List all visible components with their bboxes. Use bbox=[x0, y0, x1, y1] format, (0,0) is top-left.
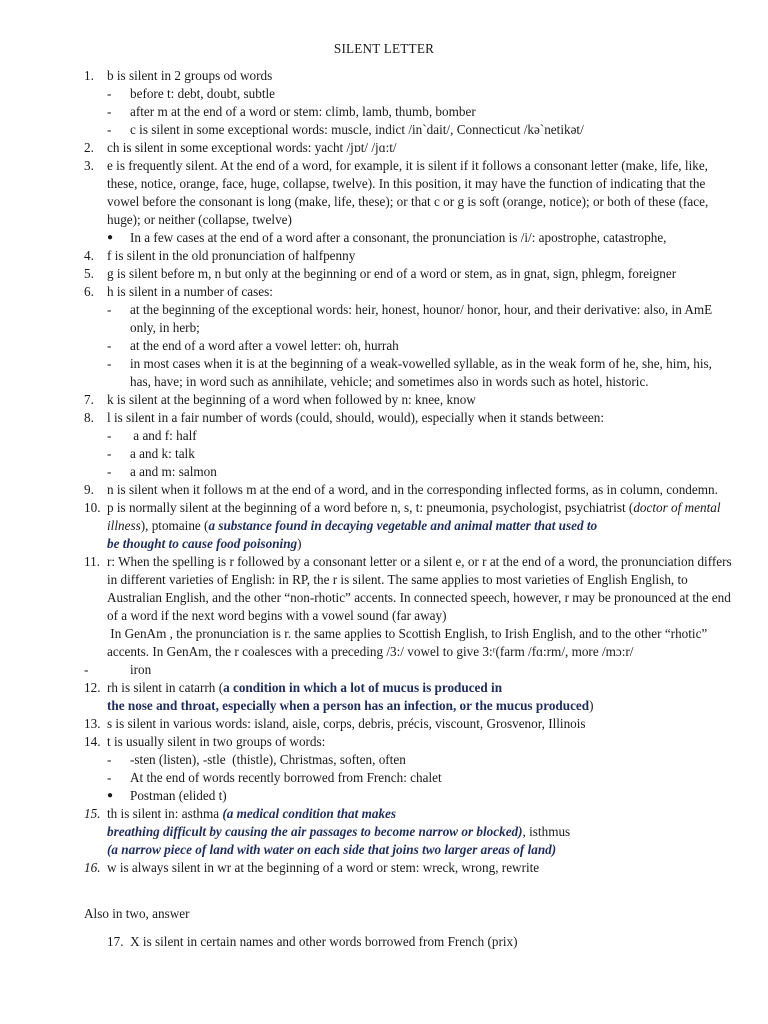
also-note: Also in two, answer bbox=[84, 906, 190, 921]
definition-bold-italic: (a medical condition that makes bbox=[222, 806, 397, 821]
definition-bold-italic: a substance found in decaying vegetable and animal matter that used to bbox=[208, 518, 598, 533]
item-text: ) bbox=[589, 698, 594, 713]
item-text: s is silent in various words: island, aisle, corps, debris, précis, viscount, Grosvenor, Illinois bbox=[107, 716, 586, 731]
definition-bold-italic: (a narrow piece of land with water on each side that joins two larger areas of land) bbox=[107, 842, 557, 857]
item-text: p is normally silent at the beginning of a word before n, s, t: pneumonia, psychologist, psychiatrist ( bbox=[107, 500, 634, 515]
list-item-3 bbox=[84, 157, 732, 229]
item-text: l is silent in a fair number of words (could, should, would), especially when it stands between: bbox=[107, 410, 604, 425]
continuation-paragraph: In GenAm , the pronunciation is r. the same applies to Scottish English, to Irish English, and to the other “rhotic” accents. In GenAm, the r coalesces with a preceding /3:/ vowel to give 3:ʳ(farm /fɑ:rm/, more /mɔ:r/ bbox=[107, 626, 711, 659]
sub-item: - c is silent in some exceptional words: muscle, indict /in`dait/, Connecticut /kə`netikət/ bbox=[107, 122, 584, 137]
item-number: 8. bbox=[84, 410, 94, 425]
list-item-12 bbox=[84, 679, 732, 715]
bullet-item bbox=[84, 787, 732, 805]
item-text: w is always silent in wr at the beginning of a word or stem: wreck, wrong, rewrite bbox=[107, 860, 540, 875]
list-item-2 bbox=[84, 139, 732, 157]
sub-item-text: a and f: half bbox=[130, 428, 197, 443]
definition-italic: doctor of mental illness bbox=[107, 500, 721, 533]
sub-item-text: after m at the end of a word or stem: climb, lamb, thumb, bomber bbox=[130, 104, 476, 119]
item-text: r: When the spelling is r followed by a consonant letter or a silent e, or r at the end of a word, the pronunciation differs in different varieties of English: in RP, the r is silent. The same applies to most varieties of English English, to Australian English, and the other “non-rhotic” accents. In connected speech, however, r may be pronounced at the end of a word if the next word begins with a vowel sound (far away) bbox=[107, 554, 732, 623]
bullet-text: In a few cases at the end of a word after a consonant, the pronunciation is /i/: apostrophe, catastrophe, bbox=[130, 230, 667, 245]
item-number: 10. bbox=[84, 500, 101, 515]
definition-bold-italic: be thought to cause food poisoning bbox=[107, 536, 298, 551]
sub-item: - after m at the end of a word or stem: climb, lamb, thumb, bomber bbox=[107, 104, 476, 119]
list-item-7 bbox=[84, 391, 732, 409]
item-text: k is silent at the beginning of a word when followed by n: knee, know bbox=[107, 392, 476, 407]
item-number: 14. bbox=[84, 734, 101, 749]
sub-item: - at the beginning of the exceptional words: heir, honest, hounor/ honor, hour, and their derivative: also, in AmE only, in herb; bbox=[107, 302, 713, 335]
sub-item-text: At the end of words recently borrowed from French: chalet bbox=[130, 770, 442, 785]
list-item-13 bbox=[84, 715, 732, 733]
bullet-icon: ● bbox=[107, 790, 114, 801]
sub-item: - a and f: half bbox=[107, 428, 197, 443]
item-text: b is silent in 2 groups od words bbox=[107, 68, 273, 83]
sub-item: - a and k: talk bbox=[107, 446, 195, 461]
sub-item-text: at the end of a word after a vowel letter: oh, hurrah bbox=[130, 338, 399, 353]
sub-item-text: iron bbox=[130, 662, 152, 677]
item-number: 1. bbox=[84, 68, 94, 83]
page-title: SILENT LETTER bbox=[333, 41, 435, 56]
item-text: ), ptomaine ( bbox=[140, 518, 209, 533]
item-text: ch is silent in some exceptional words: yacht /jɒt/ /jɑ:t/ bbox=[107, 140, 397, 155]
sub-item-text: at the beginning of the exceptional words: heir, honest, hounor/ honor, hour, and their derivative: also, in AmE only, in herb; bbox=[130, 302, 713, 335]
item-number: 12. bbox=[84, 680, 101, 695]
list-item-4 bbox=[84, 247, 732, 265]
item-text: th is silent in: asthma bbox=[107, 806, 223, 821]
item-number: 2. bbox=[84, 140, 94, 155]
item-number: 6. bbox=[84, 284, 94, 299]
list-item-10 bbox=[84, 499, 732, 553]
sub-item: - before t: debt, doubt, subtle bbox=[107, 86, 276, 101]
item-text: n is silent when it follows m at the end of a word, and in the corresponding inflected forms, as in column, condemn. bbox=[107, 482, 718, 497]
item-number: 9. bbox=[84, 482, 94, 497]
item-text: f is silent in the old pronunciation of halfpenny bbox=[107, 248, 356, 263]
sub-item: - a and m: salmon bbox=[107, 464, 217, 479]
bullet-icon: ● bbox=[107, 232, 114, 243]
definition-bold: the nose and throat, especially when a person has an infection, or the mucus produced bbox=[107, 698, 590, 713]
silent-letter-list bbox=[84, 67, 732, 877]
sub-item-text: in most cases when it is at the beginning of a weak-vowelled syllable, as in the weak form of he, she, him, his, has, have; in word such as annihilate, vehicle; and sometimes also in words such as hotel, historic. bbox=[130, 356, 712, 389]
list-item-1 bbox=[84, 67, 732, 85]
sub-item: - -sten (listen), -stle (thistle), Christmas, soften, often bbox=[107, 752, 406, 767]
list-item-14 bbox=[84, 733, 732, 751]
item-number: 11. bbox=[84, 554, 100, 569]
sub-item: - at the end of a word after a vowel letter: oh, hurrah bbox=[107, 338, 399, 353]
item-number: 16. bbox=[84, 860, 101, 875]
bullet-item bbox=[84, 229, 732, 247]
sub-item-text: -sten (listen), -stle (thistle), Christmas, soften, often bbox=[130, 752, 406, 767]
sub-item: - in most cases when it is at the beginning of a weak-vowelled syllable, as in the weak form of he, she, him, his, has, have; in word such as annihilate, vehicle; and sometimes also in words such as hotel, historic. bbox=[107, 356, 712, 389]
list-item-5 bbox=[84, 265, 732, 283]
list-item-9 bbox=[84, 481, 732, 499]
list-item-11 bbox=[84, 553, 732, 625]
item-text: rh is silent in catarrh ( bbox=[107, 680, 224, 695]
item-text: t is usually silent in two groups of words: bbox=[107, 734, 326, 749]
list-item-15 bbox=[84, 805, 732, 859]
list-item-8 bbox=[84, 409, 732, 427]
item-number: 13. bbox=[84, 716, 101, 731]
item-text: , isthmus bbox=[522, 824, 571, 839]
sub-item: - iron bbox=[84, 662, 152, 677]
sub-item-text: before t: debt, doubt, subtle bbox=[130, 86, 276, 101]
sub-item-text: a and m: salmon bbox=[130, 464, 217, 479]
sub-item: - At the end of words recently borrowed from French: chalet bbox=[107, 770, 442, 785]
sub-item-text: c is silent in some exceptional words: muscle, indict /in`dait/, Connecticut /kə`netikət/ bbox=[130, 122, 584, 137]
list-item-6 bbox=[84, 283, 732, 301]
item-number: 4. bbox=[84, 248, 94, 263]
item-text: e is frequently silent. At the end of a word, for example, it is silent if it follows a consonant letter (make, life, like, these, notice, orange, face, huge, collapse, twelve). In this position, it may have the function of indicating that the vowel before the consonant is long (make, life, these); or that c or g is soft (orange, notice); or both of these (face, huge); or neither (collapse, twelve) bbox=[107, 158, 709, 227]
item-number: 3. bbox=[84, 158, 94, 173]
item-number: 5. bbox=[84, 266, 94, 281]
item-number: 15. bbox=[84, 806, 101, 821]
bullet-text: Postman (elided t) bbox=[130, 788, 227, 803]
item-text: h is silent in a number of cases: bbox=[107, 284, 273, 299]
list-item-17: 17. X is silent in certain names and other words borrowed from French (prix) bbox=[107, 934, 518, 949]
item-text: g is silent before m, n but only at the beginning or end of a word or stem, as in gnat, sign, phlegm, foreigner bbox=[107, 266, 677, 281]
sub-item-text: a and k: talk bbox=[130, 446, 195, 461]
list-item-16 bbox=[84, 859, 732, 877]
definition-bold-italic: breathing difficult by causing the air passages to become narrow or blocked) bbox=[107, 824, 523, 839]
item-text: ) bbox=[297, 536, 302, 551]
item-number: 7. bbox=[84, 392, 94, 407]
definition-bold: a condition in which a lot of mucus is produced in bbox=[223, 680, 503, 695]
